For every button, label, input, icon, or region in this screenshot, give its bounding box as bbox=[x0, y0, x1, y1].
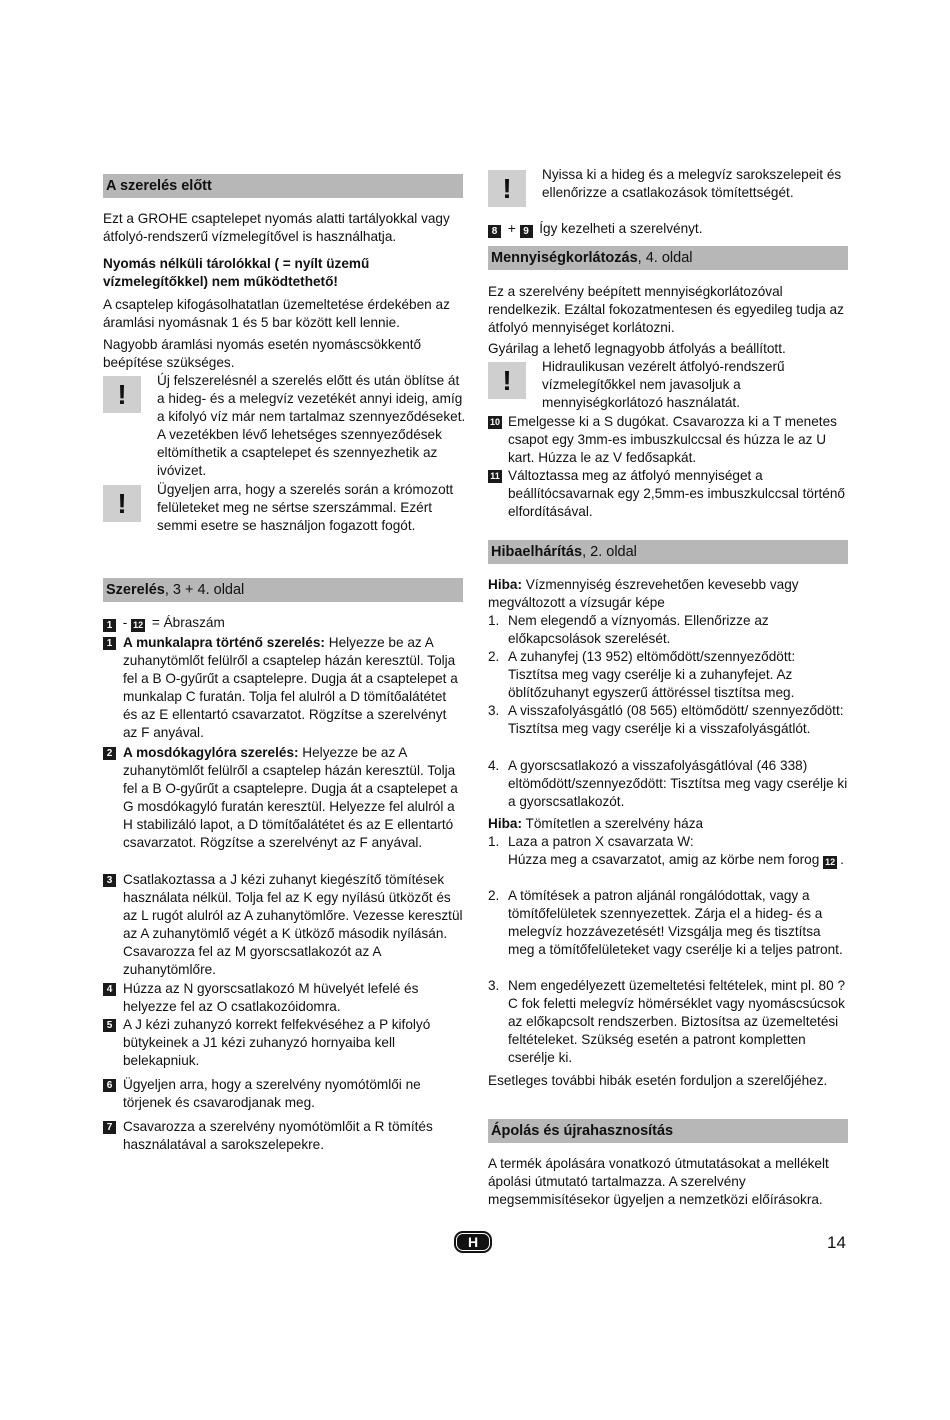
flow-limiter-step bbox=[488, 467, 848, 521]
section-title: A szerelés előtt bbox=[106, 178, 212, 194]
list-text: A tömítések a patron aljánál rongálódottak, vagy a tömítőfelületek szennyezettek. Zárja el a hideg- és a melegvíz hozzávezetését! Vizsgálja meg és tisztítsa meg a tömítőfelületeket vagy cserélje ki a teljes patront. bbox=[508, 888, 843, 957]
installation-step bbox=[103, 1016, 463, 1070]
step-number: 7 bbox=[103, 1121, 116, 1134]
error-text: Tömítetlen a szerelvény háza bbox=[521, 816, 704, 831]
intro-paragraph: Ezt a GROHE csaptelepet nyomás alatti tartályokkal vagy átfolyó-rendszerű vízmelegítővel is használhatja. bbox=[103, 211, 450, 244]
exclamation-icon: ! bbox=[488, 362, 526, 399]
figure-number: 9 bbox=[520, 225, 533, 238]
step-text: Helyezze be az A zuhanytömlőt felülről a csaptelep házán keresztül. Tolja fel a B O-gyűrűt a csaptelepre. Dugja át a csaptelepet a G mosdókagyló furatán keresztül. Helyezze fel alulról a H stabilizáló lapot, a D tömítőalátétet és az E ellentartó csavarzatot. Rögzítse a szerelvényt az F anyával. bbox=[123, 745, 458, 850]
figure-plus: + bbox=[504, 221, 520, 236]
list-text-end: . bbox=[840, 852, 844, 867]
warning-text: Új felszerelésnél a szerelés előtt és után öblítse át a hideg- és a melegvíz vezetékét annyi ideig, amíg a kifolyó víz már nem tartalmaz szennyeződéseket. A vezetékben lévő lehetséges szennyeződések eltömíthetik a csaptelepet és szennyezhetik az ivóvizet. bbox=[157, 373, 466, 478]
step-number: 10 bbox=[489, 417, 500, 427]
error-label: Hiba: bbox=[488, 577, 522, 592]
flow-limiter-step bbox=[488, 413, 848, 467]
error-text: Vízmennyiség észrevehetően kevesebb vagy megváltozott a vízsugár képe bbox=[488, 577, 799, 610]
section-page-ref: , 4. oldal bbox=[637, 250, 693, 266]
list-text: Húzza meg a csavarzatot, amig az körbe nem forog bbox=[508, 852, 824, 867]
error-description bbox=[488, 576, 848, 612]
list-number: 1. bbox=[488, 834, 500, 849]
list-text: A zuhanyfej (13 952) eltömődött/szennyeződött: Tisztítsa meg vagy cserélje ki a zuhanyfejet. Az öblítőzuhanyt egyszerű áttöréssel tisztítsa meg. bbox=[508, 649, 796, 700]
step-number: 4 bbox=[103, 983, 116, 996]
pressure-range-paragraph: A csaptelep kifogásolhatatlan üzemeltetése érdekében az áramlási nyomásnak 1 és 5 bar között kell lennie. bbox=[103, 297, 450, 330]
step-text: Emelgesse ki a S dugókat. Csavarozza ki a T menetes csapot egy 3mm-es imbuszkulccsal és húzza le az U kart. Húzza le az V fedősapkát. bbox=[508, 414, 837, 465]
list-item bbox=[488, 887, 848, 959]
error-description bbox=[488, 815, 848, 833]
figure-number: 12 bbox=[825, 857, 836, 867]
installation-step bbox=[103, 744, 463, 852]
list-number: 3. bbox=[488, 978, 500, 993]
list-number: 2. bbox=[488, 888, 500, 903]
section-title: Szerelés bbox=[106, 582, 165, 598]
exclamation-icon: ! bbox=[103, 485, 141, 522]
step-number: 2 bbox=[103, 747, 116, 760]
figure-range-separator: - bbox=[119, 615, 132, 630]
list-text: Nem engedélyezett üzemeltetési feltételek, mint pl. 80 ?C fok feletti melegvíz hömérséklet vagy nyomáscsúcsok az előkapcsolt rendszerben. Biztosítsa az üzemeltetési feltételeket. Szükség esetén a patront kompletten cserélje ki. bbox=[508, 978, 846, 1065]
section-heading-flow-limiter bbox=[488, 246, 848, 270]
care-paragraph: A termék ápolására vonatkozó útmutatásokat a mellékelt ápolási útmutató tartalmazza. A szerelvény megsemmisítésekor ügyeljen a nemzetközi előírásokra. bbox=[488, 1156, 829, 1207]
list-text: A gyorscsatlakozó a visszafolyásgátlóval (46 338) eltömődött/szennyeződött: Tisztítsa meg vagy cserélje ki a gyorscsatlakozót. bbox=[508, 758, 848, 809]
figure-number: 1 bbox=[103, 619, 116, 632]
list-number: 4. bbox=[488, 758, 500, 773]
step-text: Húzza az N gyorscsatlakozó M hüvelyét lefelé és helyezze fel az O csatlakozóidomra. bbox=[123, 981, 419, 1014]
step-text: Változtassa meg az átfolyó mennyiséget a beállítócsavarnak egy 2,5mm-es imbuszkulccsal történő elfordításával. bbox=[508, 468, 845, 519]
exclamation-icon: ! bbox=[103, 376, 141, 413]
section-title: Mennyiségkorlátozás bbox=[491, 250, 638, 266]
section-page-ref: , 2. oldal bbox=[582, 544, 637, 560]
list-item bbox=[488, 702, 848, 738]
step-text: Csavarozza a szerelvény nyomótömlőit a R tömítés használatával a sarokszelepekre. bbox=[123, 1119, 433, 1152]
step-number: 5 bbox=[103, 1019, 116, 1032]
exclamation-icon: ! bbox=[488, 170, 526, 207]
installation-step bbox=[103, 980, 463, 1016]
figure-reference bbox=[103, 614, 463, 632]
list-item bbox=[488, 757, 848, 811]
list-text: Laza a patron X csavarzata W: bbox=[508, 834, 694, 849]
language-badge bbox=[454, 1231, 492, 1253]
warning-text: Ügyeljen arra, hogy a szerelés során a krómozott felületeket meg ne sértse szerszámmal. Ezért semmi esetre se használjon fogazott fogót. bbox=[157, 482, 454, 533]
error-label: Hiba: bbox=[488, 816, 522, 831]
step-text: Csatlakoztassa a J kézi zuhanyt kiegészítő tömítések használata nélkül. Tolja fel az K egy nyílású ütközőt és az L rugót alulról az A zuhanytömlőre. Vezesse keresztül az A zuhanytömlő végét a K ütköző második nyílásán. Csavarozza fel az M gyorscsatlakozót az A zuhanytömlőre. bbox=[123, 872, 463, 977]
language-code: H bbox=[457, 1234, 489, 1250]
warning-text: Hidraulikusan vezérelt átfolyó-rendszerű vízmelegítőkkel nem javasoljuk a mennyiségkorlátozó használatát. bbox=[542, 359, 785, 410]
operation-reference-text: Így kezelheti a szerelvényt. bbox=[535, 221, 703, 236]
installation-step bbox=[103, 1076, 463, 1112]
step-number: 11 bbox=[488, 470, 502, 483]
step-text: Helyezze be az A zuhanytömlőt felülről a csaptelep házán keresztül. Tolja fel a B O-gyűrűt a csaptelepre. Dugja át a csaptelepet a munkalap C furatán. Tolja fel alulról a D tömítőalátétet és az E ellentartó csavarzatot. Rögzítse a szerelvényt az F anyával. bbox=[123, 635, 458, 740]
section-title: Ápolás és újrahasznosítás bbox=[491, 1123, 674, 1139]
section-heading-installation bbox=[103, 578, 463, 602]
list-number: 1. bbox=[488, 613, 500, 628]
list-item bbox=[488, 833, 848, 869]
step-number: 3 bbox=[103, 874, 116, 887]
list-number: 2. bbox=[488, 649, 500, 664]
figure-number: 12 bbox=[133, 620, 144, 630]
operation-reference bbox=[488, 220, 848, 238]
page-number: 14 bbox=[827, 1233, 846, 1252]
figure-number: 8 bbox=[488, 225, 501, 238]
installation-step bbox=[103, 871, 463, 979]
factory-setting-paragraph: Gyárilag a lehető legnagyobb átfolyás a beállított. bbox=[488, 341, 786, 356]
warning-text: Nyissa ki a hideg és a melegvíz sarokszelepeit és ellenőrizze a csatlakozások tömítettségét. bbox=[542, 167, 842, 200]
step-number: 6 bbox=[103, 1079, 116, 1092]
list-text: A visszafolyásgátló (08 565) eltömődött/ szennyeződött: Tisztítsa meg vagy cserélje ki a visszafolyásgátlót. bbox=[508, 703, 844, 736]
pressure-warning-paragraph: Nyomás nélküli tárolókkal ( = nyílt üzemű vízmelegítőkkel) nem működtethető! bbox=[103, 256, 370, 289]
list-text: Nem elegendő a víznyomás. Ellenőrizze az előkapcsolások szerelését. bbox=[508, 613, 769, 646]
step-text: A J kézi zuhanyzó korrekt felfekvéséhez a P kifolyó bütykeinek a J1 kézi zuhanyzó hornyaiba kell belekapniuk. bbox=[123, 1017, 431, 1068]
section-page-ref: , 3 + 4. oldal bbox=[164, 582, 245, 598]
section-heading-before-installation bbox=[103, 174, 463, 198]
section-heading-troubleshooting bbox=[488, 540, 848, 564]
section-title: Hibaelhárítás bbox=[491, 544, 583, 560]
pressure-reducer-paragraph: Nagyobb áramlási nyomás esetén nyomáscsökkentő beépítése szükséges. bbox=[103, 337, 422, 370]
flow-limiter-paragraph: Ez a szerelvény beépített mennyiségkorlátozóval rendelkezik. Ezáltal fokozatmentesen és egyedileg tudja az átfolyó mennyiséget korlátozni. bbox=[488, 284, 844, 335]
figure-reference-text: = Ábraszám bbox=[148, 615, 225, 630]
step-title: A mosdókagylóra szerelés: bbox=[123, 745, 299, 760]
installation-step bbox=[103, 1118, 463, 1154]
further-errors-paragraph: Esetleges további hibák esetén forduljon a szerelőjéhez. bbox=[488, 1073, 828, 1088]
list-item bbox=[488, 612, 848, 648]
list-item bbox=[488, 648, 848, 702]
step-number: 1 bbox=[103, 637, 116, 650]
list-number: 3. bbox=[488, 703, 500, 718]
step-text: Ügyeljen arra, hogy a szerelvény nyomótömlői ne törjenek és csavarodjanak meg. bbox=[123, 1077, 421, 1110]
section-heading-care-recycling bbox=[488, 1119, 848, 1143]
step-title: A munkalapra történő szerelés: bbox=[123, 635, 325, 650]
installation-step bbox=[103, 634, 463, 742]
list-item bbox=[488, 977, 848, 1067]
